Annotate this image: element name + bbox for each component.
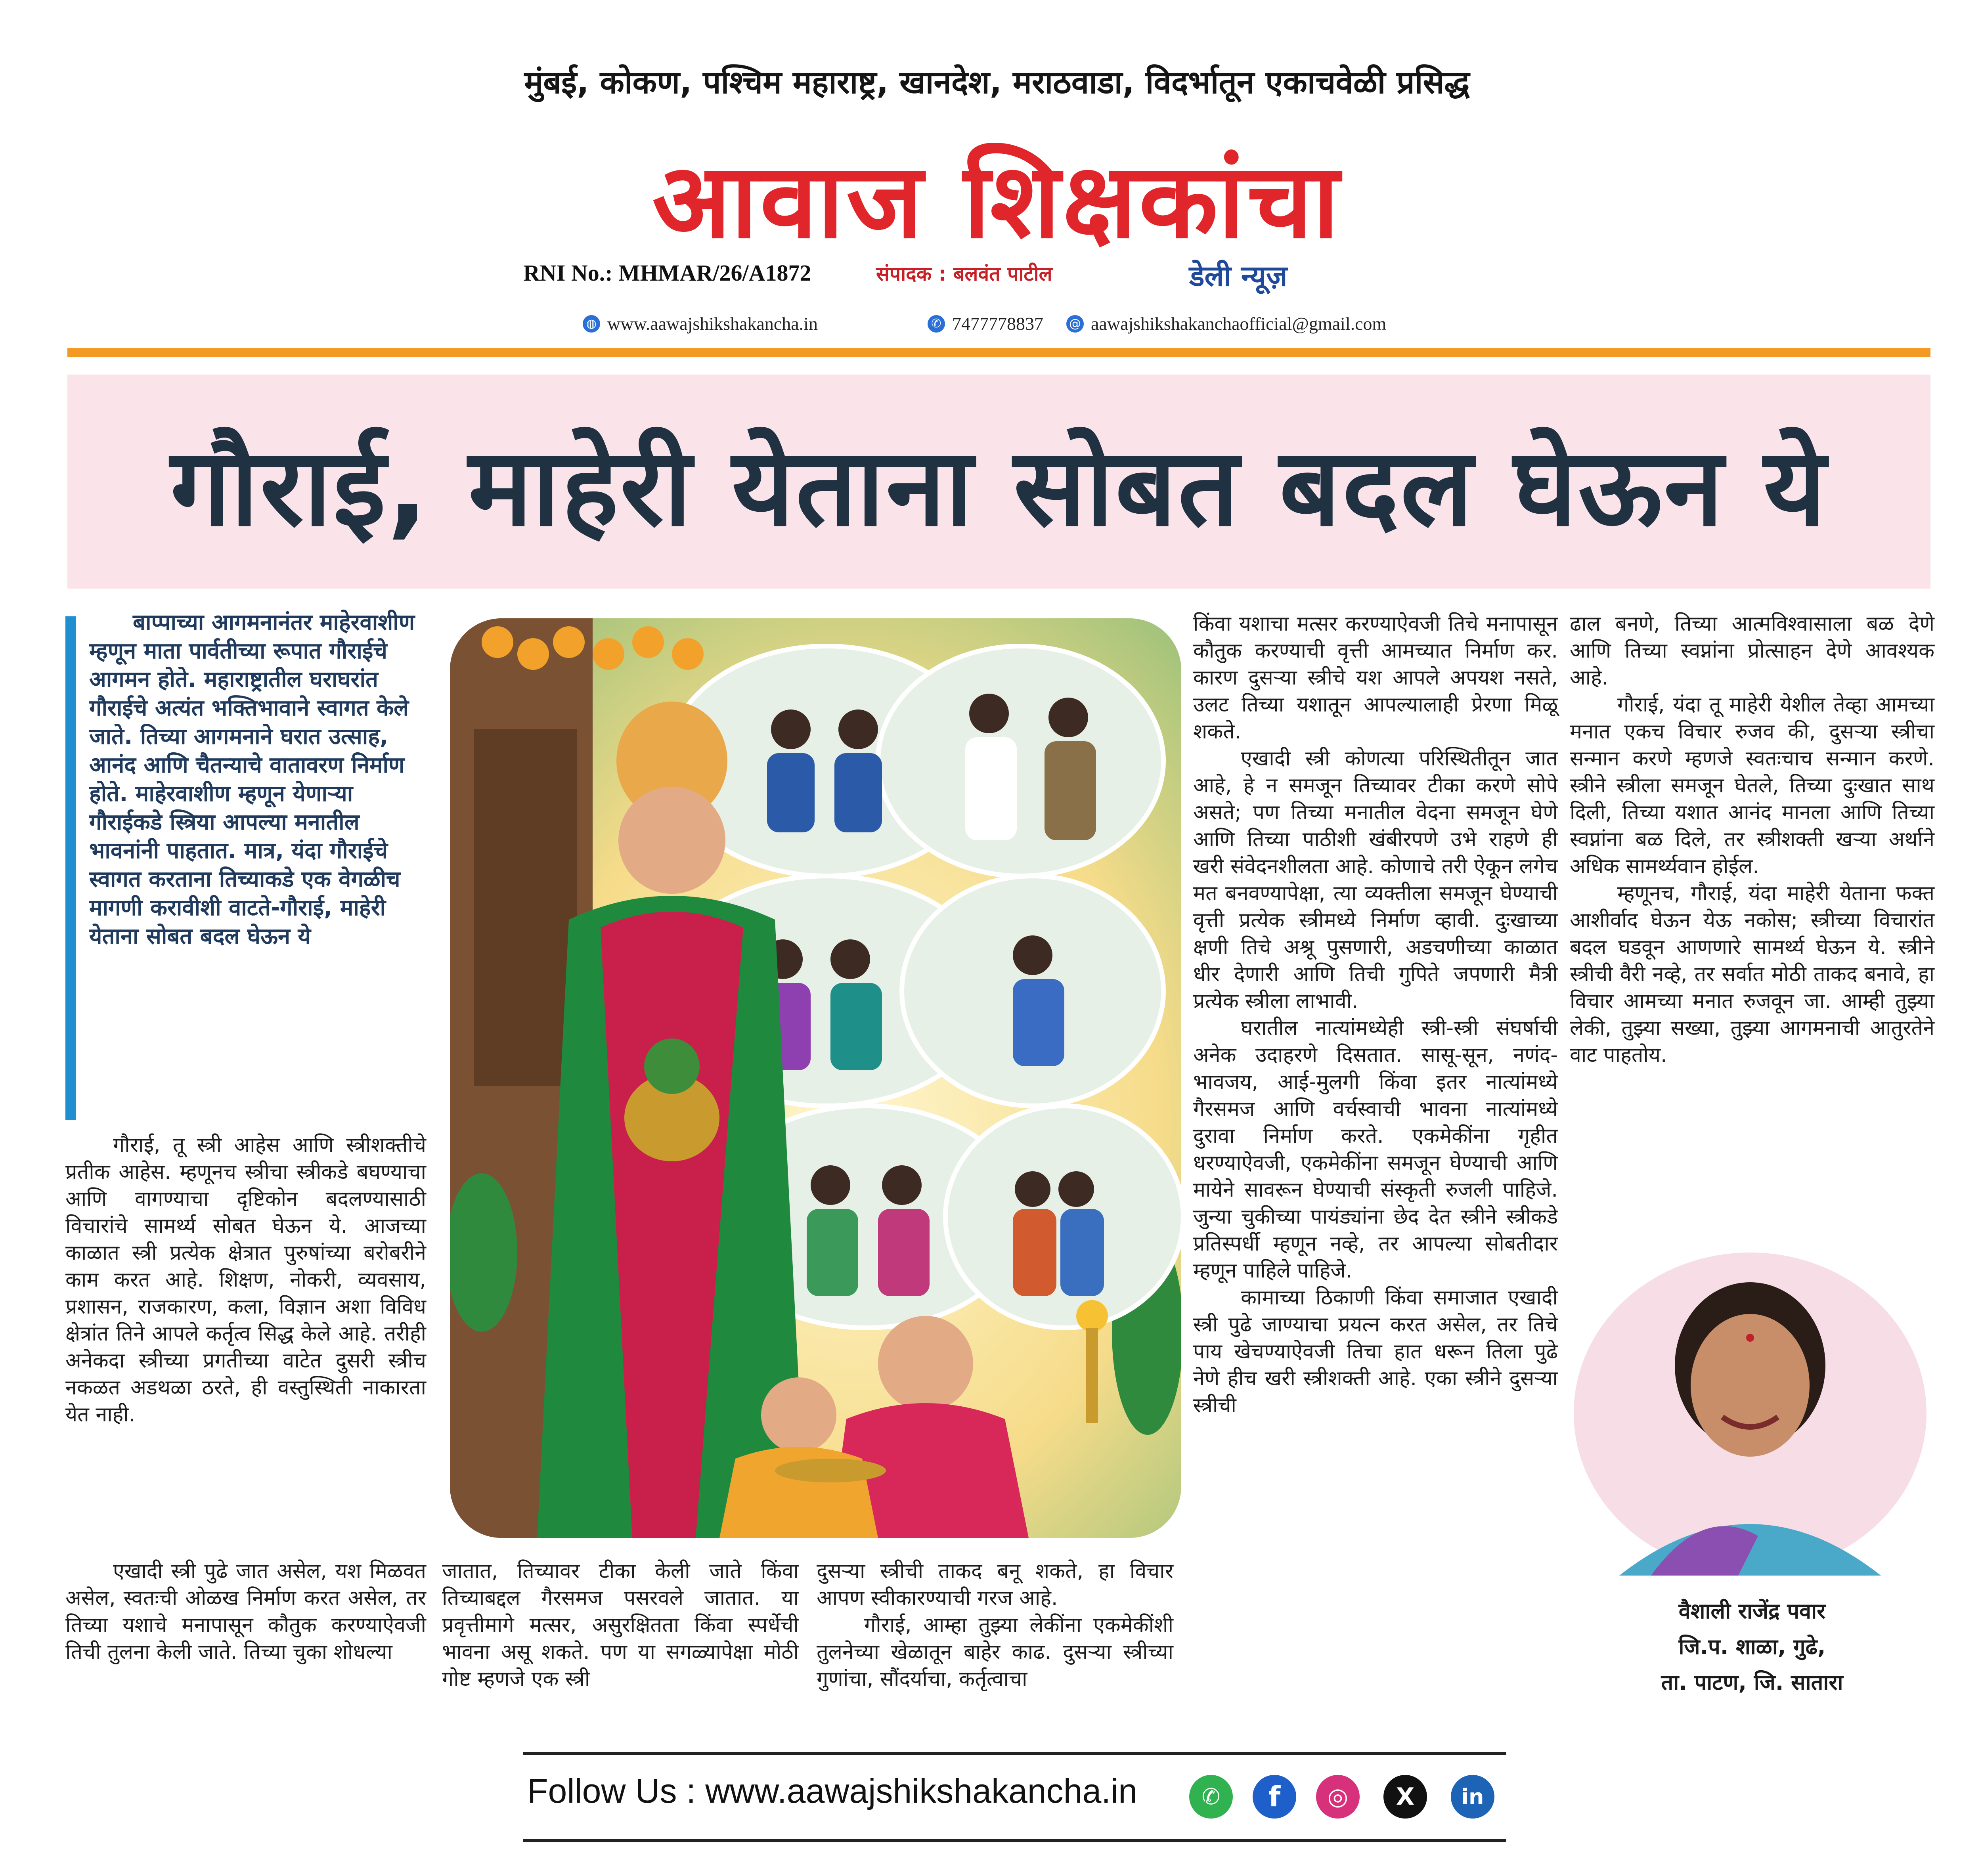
footer-rule-bottom: [523, 1839, 1506, 1842]
rni-number: RNI No.: MHMAR/26/A1872: [523, 260, 811, 286]
paragraph: ढाल बनणे, तिच्या आत्मविश्वासाला बळ देणे आणि तिच्या स्वप्नांना प्रोत्साहन देणे आवश्यक आहे.: [1570, 612, 1934, 690]
email-icon: @: [1066, 315, 1084, 333]
paragraph: दुसऱ्या स्त्रीची ताकद बनू शकते, हा विचार आपण स्वीकारण्याची गरज आहे.: [817, 1559, 1173, 1610]
daily-news-label: डेली न्यूज़: [1189, 259, 1288, 293]
article-column-1-continued: [65, 1558, 426, 1666]
author-school: जि.प. शाळा, गुढे,: [1678, 1634, 1826, 1659]
article-column-5: [1570, 610, 1934, 1069]
paragraph: कामाच्या ठिकाणी किंवा समाजात एखादी स्त्री पुढे जाण्याचा प्रयत्न करत असेल, तर तिचे पाय खेचण्याऐवजी तिचा हात धरून तिला पुढे नेणे हीच खरी स्त्रीशक्ती आहे. एका स्त्रीने दुसऱ्या स्त्रीची: [1193, 1286, 1558, 1417]
article-column-2: [442, 1558, 799, 1692]
instagram-icon[interactable]: ◎: [1316, 1775, 1360, 1819]
article-column-3: [817, 1558, 1173, 1692]
paragraph: एखादी स्त्री पुढे जात असेल, यश मिळवत असेल, स्वतःची ओळख निर्माण करत असेल, तर तिच्या यशाचे मनापासून कौतुक करण्याऐवजी तिची तुलना केली जाते. तिच्या चुका शोधल्या: [65, 1559, 426, 1664]
masthead-title: आवाज शिक्षकांचा: [652, 142, 1342, 261]
email-contact[interactable]: [1066, 313, 1386, 334]
author-location: ता. पाटण, जि. सातारा: [1661, 1670, 1843, 1695]
paragraph: एखादी स्त्री कोणत्या परिस्थितीतून जात आहे, हे न समजून तिच्यावर टीका करणे सोपे असते; पण तिच्या मनातील वेदना समजून घेणे आणि तिच्या पाठीशी खंबीरपणे उभे राहणे ही खरी संवेदनशीलता आहे. कोणाचे तरी ऐकून लगेच मत बनवण्यापेक्षा, त्या व्यक्तीला समजून घेण्याची वृत्ती प्रत्येक स्त्रीमध्ये निर्माण व्हावी. दुःखाच्या क्षणी तिचे अश्रू पुसणारी, अडचणीच्या काळात धीर देणारी आणि तिची गुपिते जपणारी मैत्री प्रत्येक स्त्रीला लाभावी.: [1193, 747, 1558, 1013]
header-divider: [67, 348, 1930, 357]
editor-credit: संपादक : बलवंत पाटील: [876, 262, 1052, 285]
article-column-4: [1193, 610, 1558, 1419]
website-contact[interactable]: [583, 313, 818, 334]
author-photo: [1572, 1251, 1928, 1576]
author-name: वैशाली राजेंद्र पवार: [1678, 1599, 1826, 1624]
paragraph: म्हणूनच, गौराई, यंदा माहेरी येताना फक्त आशीर्वाद घेऊन येऊ नकोस; स्त्रीच्या विचारांत बदल घडवून आणणारे सामर्थ्य घेऊन ये. स्त्रीने स्त्रीची वैरी नव्हे, तर सर्वात मोठी ताकद बनावे, हा विचार आमच्या मनात रुजवून जा. आम्ही तुझ्या लेकी, तुझ्या सख्या, तुझ्या आगमनाची आतुरतेने वाट पाहतोय.: [1570, 882, 1934, 1067]
footer-rule-top: [523, 1752, 1506, 1755]
gauri-illustration: [450, 618, 1181, 1538]
phone-icon: ✆: [928, 315, 945, 333]
website-text[interactable]: www.aawajshikshakancha.in: [607, 314, 818, 334]
globe-icon: ◍: [583, 315, 600, 333]
facebook-icon[interactable]: f: [1253, 1775, 1296, 1819]
article-headline: गौराई, माहेरी येताना सोबत बदल घेऊन ये: [170, 425, 1827, 550]
paragraph: गौराई, आम्हा तुझ्या लेकींना एकमेकींशी तुलनेच्या खेळातून बाहेर काढ. दुसऱ्या स्त्रीच्या गुणांचा, सौंदर्याचा, कर्तृत्वाचा: [817, 1613, 1173, 1691]
whatsapp-icon[interactable]: ✆: [1189, 1775, 1233, 1819]
intro-accent-bar: [65, 616, 76, 1120]
x-icon[interactable]: X: [1383, 1775, 1427, 1819]
article-column-1: [65, 1132, 426, 1428]
paragraph: किंवा यशाचा मत्सर करण्याऐवजी तिचे मनापासून कौतुक करण्याची वृत्ती आमच्यात निर्माण कर. कारण दुसऱ्या स्त्रीचे यश आपले अपयश नसते, उलट तिच्या यशातून आपल्यालाही प्रेरणा मिळू शकते.: [1193, 612, 1558, 744]
phone-contact[interactable]: [928, 313, 1043, 334]
tagline: मुंबई, कोकण, पश्चिम महाराष्ट्र, खानदेश, मराठवाडा, विदर्भातून एकाचवेळी प्रसिद्ध: [524, 64, 1470, 101]
email-text[interactable]: aawajshikshakanchaofficial@gmail.com: [1091, 314, 1387, 334]
paragraph: गौराई, तू स्त्री आहेस आणि स्त्रीशक्तीचे प्रतीक आहेस. म्हणूनच स्त्रीचा स्त्रीकडे बघण्याचा आणि वागण्याचा दृष्टिकोन बदलण्यासाठी विचारांचे सामर्थ्य सोबत घेऊन ये. आजच्या काळात स्त्री प्रत्येक क्षेत्रात पुरुषांच्या बरोबरीने काम करत आहे. शिक्षण, नोकरी, व्यवसाय, प्रशासन, राजकारण, कला, विज्ञान अशा विविध क्षेत्रांत तिने आपले कर्तृत्व सिद्ध केले आहे. तरीही अनेकदा स्त्रीच्या प्रगतीच्या वाटेत दुसरी स्त्रीच नकळत अडथळा ठरते, ही वस्तुस्थिती नाकारता येत नाही.: [65, 1133, 427, 1427]
linkedin-icon[interactable]: in: [1451, 1775, 1494, 1819]
article-intro: बाप्पाच्या आगमनानंतर माहेरवाशीण म्हणून माता पार्वतीच्या रूपात गौराईचे आगमन होते. महाराष्ट्रातील घराघरांत गौराईचे अत्यंत भक्तिभावाने स्वागत केले जाते. तिच्या आगमनाने घरात उत्साह, आनंद आणि चैतन्याचे वातावरण निर्माण होते. माहेरवाशीण म्हणून येणाऱ्या गौराईकडे स्त्रिया आपल्या मनातील भावनांनी पाहतात. मात्र, यंदा गौराईचे स्वागत करताना तिच्याकडे एक वेगळीच मागणी करावीशी वाटते-गौराई, माहेरी येताना सोबत बदल घेऊन ये: [89, 610, 415, 949]
follow-us-text[interactable]: Follow Us : www.aawajshikshakancha.in: [527, 1772, 1138, 1810]
paragraph: गौराई, यंदा तू माहेरी येशील तेव्हा आमच्या मनात एकच विचार रुजव की, दुसऱ्या स्त्रीचा सन्मान करणे म्हणजे स्वतःचाच सन्मान करणे. स्त्रीने स्त्रीला समजून घेतले, तिच्या दुःखात साथ दिली, तिच्या यशात आनंद मानला आणि तिच्या स्वप्नांना बळ दिले, तर स्त्रीशक्ती खऱ्या अर्थाने अधिक सामर्थ्यवान होईल.: [1570, 693, 1934, 878]
paragraph: जातात, तिच्यावर टीका केली जाते किंवा तिच्याबद्दल गैरसमज पसरवले जातात. या प्रवृत्तीमागे मत्सर, असुरक्षितता किंवा स्पर्धेची भावना असू शकते. पण या सगळ्यापेक्षा मोठी गोष्ट म्हणजे एक स्त्री: [442, 1559, 799, 1691]
author-byline: [1570, 1593, 1934, 1700]
phone-text[interactable]: 7477778837: [952, 314, 1043, 334]
paragraph: घरातील नात्यांमध्येही स्त्री-स्त्री संघर्षाची अनेक उदाहरणे दिसतात. सासू-सून, नणंद-भावजय, आई-मुलगी किंवा इतर नात्यांमध्ये गैरसमज आणि वर्चस्वाची भावना नात्यांमध्ये दुरावा निर्माण करते. एकमेकींना गृहीत धरण्याऐवजी, एकमेकींना समजून घेण्याची आणि मायेने सावरून घेण्याची संस्कृती रुजली पाहिजे. जुन्या चुकीच्या पायंड्यांना छेद देत स्त्रीने स्त्रीकडे प्रतिस्पर्धी म्हणून नव्हे, तर आपल्या सोबतीदार म्हणून पाहिले पाहिजे.: [1193, 1016, 1558, 1283]
